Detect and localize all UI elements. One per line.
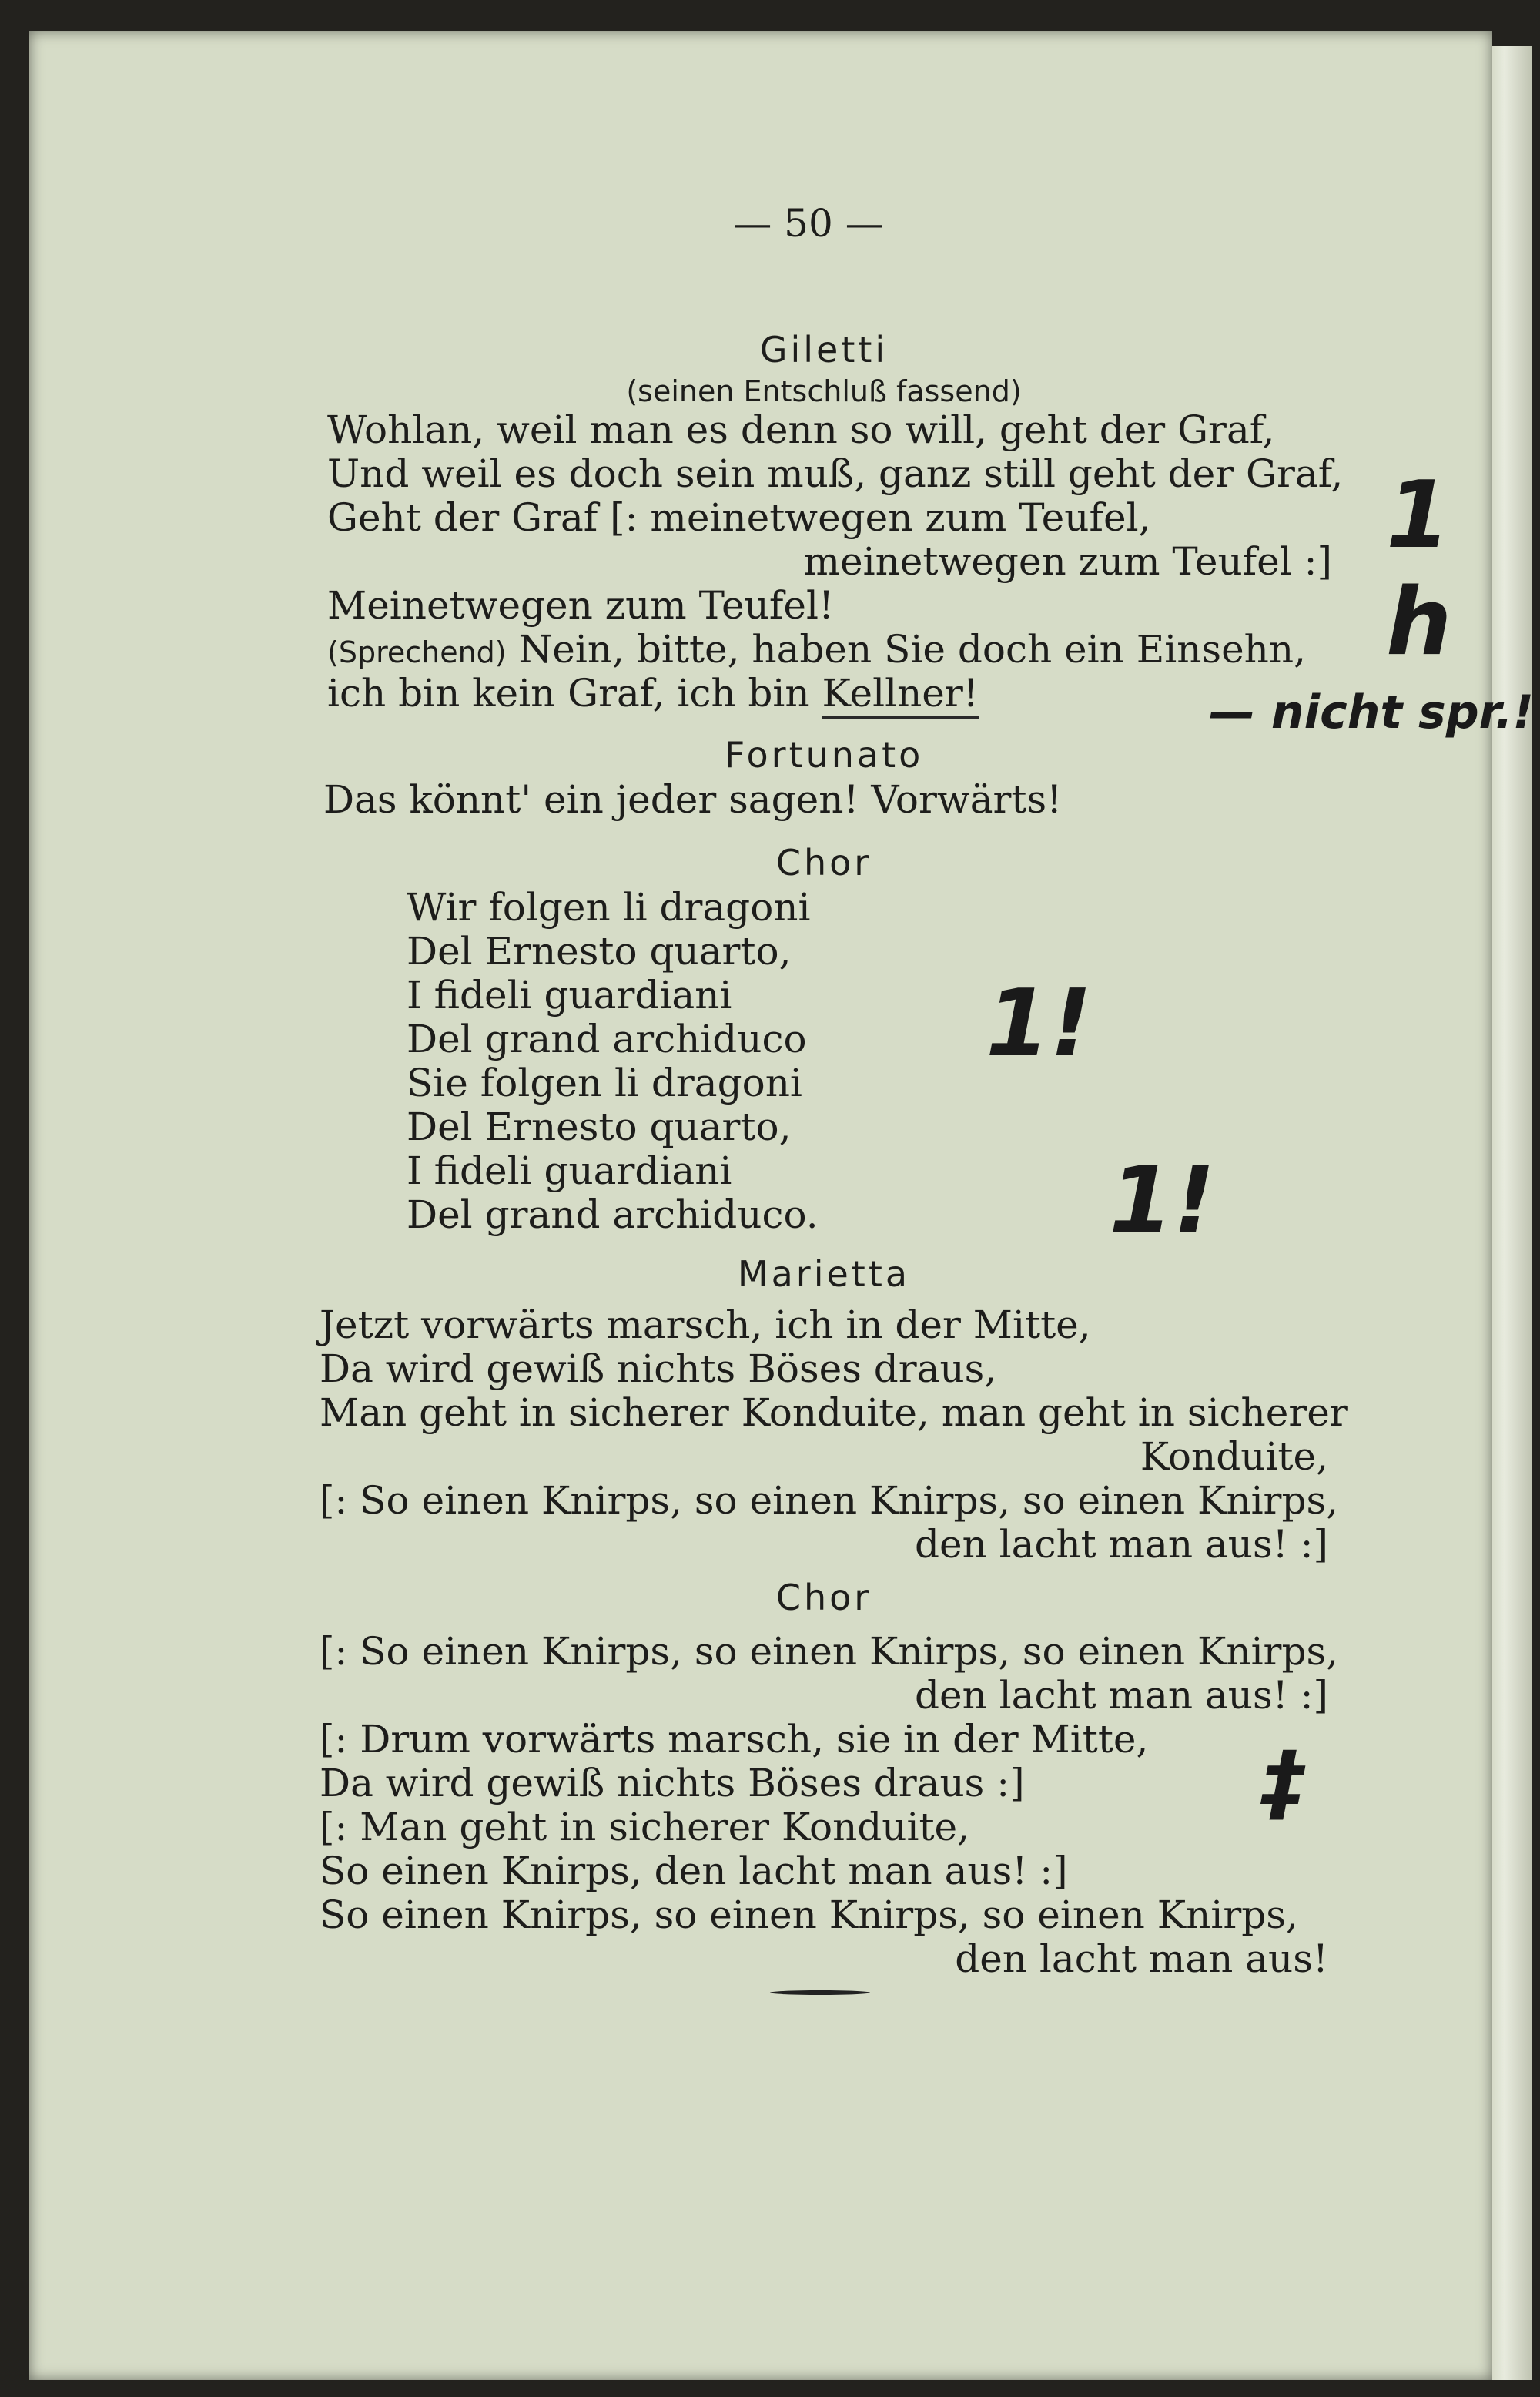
spoken-direction: (Sprechend) [327, 635, 507, 669]
speaker-giletti: Giletti [759, 329, 889, 370]
chor2-line-8: den lacht man aus! [955, 1936, 1328, 1981]
stage-direction: (seinen Entschluß fassend) [626, 374, 1022, 408]
chor2-line-1: [: So einen Knirps, so einen Knirps, so einen Knirps, [320, 1629, 1339, 1674]
chor1-line-3: I fideli guardiani [407, 973, 732, 1017]
speaker-chor-2: Chor [775, 1577, 872, 1618]
marietta-line-4: Konduite, [1140, 1434, 1328, 1479]
handwritten-mark-4: 1! [1109, 1148, 1216, 1255]
chor2-line-4: Da wird gewiß nichts Böses draus :] [320, 1761, 1025, 1805]
chor1-line-2: Del Ernesto quarto, [407, 929, 792, 974]
handwritten-mark-5: ‡ [1263, 1733, 1305, 1832]
chor1-line-8: Del grand archiduco. [407, 1192, 819, 1237]
fortunato-line: Das könnt' ein jeder sagen! Vorwärts! [323, 777, 1063, 822]
chor1-line-1: Wir folgen li dragoni [407, 885, 811, 930]
chor2-line-5: [: Man geht in sicherer Konduite, [320, 1805, 970, 1849]
chor1-line-6: Del Ernesto quarto, [407, 1105, 792, 1149]
giletti-line-1: Wohlan, weil man es denn so will, geht der Graf, [327, 407, 1275, 452]
marietta-line-1: Jetzt vorwärts marsch, ich in der Mitte, [320, 1302, 1091, 1347]
marietta-line-2: Da wird gewiß nichts Böses draus, [320, 1346, 997, 1391]
giletti-spoken-1: Nein, bitte, haben Sie doch ein Einsehn, [518, 627, 1306, 672]
closing-rule [770, 1990, 870, 1995]
marietta-line-3: Man geht in sicherer Konduite, man geht in sicherer [320, 1390, 1348, 1435]
chor2-line-3: [: Drum vorwärts marsch, sie in der Mitte, [320, 1717, 1149, 1762]
speaker-chor-1: Chor [775, 842, 872, 883]
handwritten-mark-2: — nicht spr.! [1209, 686, 1534, 739]
chor1-line-5: Sie folgen li dragoni [407, 1061, 802, 1105]
handwritten-mark-1: 1 h [1386, 462, 1452, 676]
giletti-line-5: Meinetwegen zum Teufel! [327, 583, 835, 628]
speaker-marietta: Marietta [737, 1253, 911, 1295]
giletti-line-4: meinetwegen zum Teufel :] [803, 539, 1332, 584]
marietta-line-6: den lacht man aus! :] [914, 1522, 1328, 1567]
chor2-line-7: So einen Knirps, so einen Knirps, so einen Knirps, [320, 1892, 1298, 1937]
handwritten-mark-3: 1! [986, 971, 1093, 1078]
speaker-fortunato: Fortunato [724, 734, 924, 776]
page-edge [1486, 46, 1532, 2380]
chor2-line-6: So einen Knirps, den lacht man aus! :] [320, 1849, 1068, 1893]
page-number: — 50 — [733, 201, 884, 246]
giletti-line-2: Und weil es doch sein muß, ganz still geht der Graf, [327, 451, 1344, 496]
chor1-line-4: Del grand archiduco [407, 1017, 807, 1061]
marietta-line-5: [: So einen Knirps, so einen Knirps, so einen Knirps, [320, 1478, 1339, 1523]
chor2-line-2: den lacht man aus! :] [914, 1673, 1328, 1718]
kellner-word: Kellner! [822, 671, 979, 719]
giletti-line-3: Geht der Graf [: meinetwegen zum Teufel, [327, 495, 1151, 540]
giletti-spoken-2: ich bin kein Graf, ich bin [327, 671, 822, 716]
chor1-line-7: I fideli guardiani [407, 1148, 732, 1193]
